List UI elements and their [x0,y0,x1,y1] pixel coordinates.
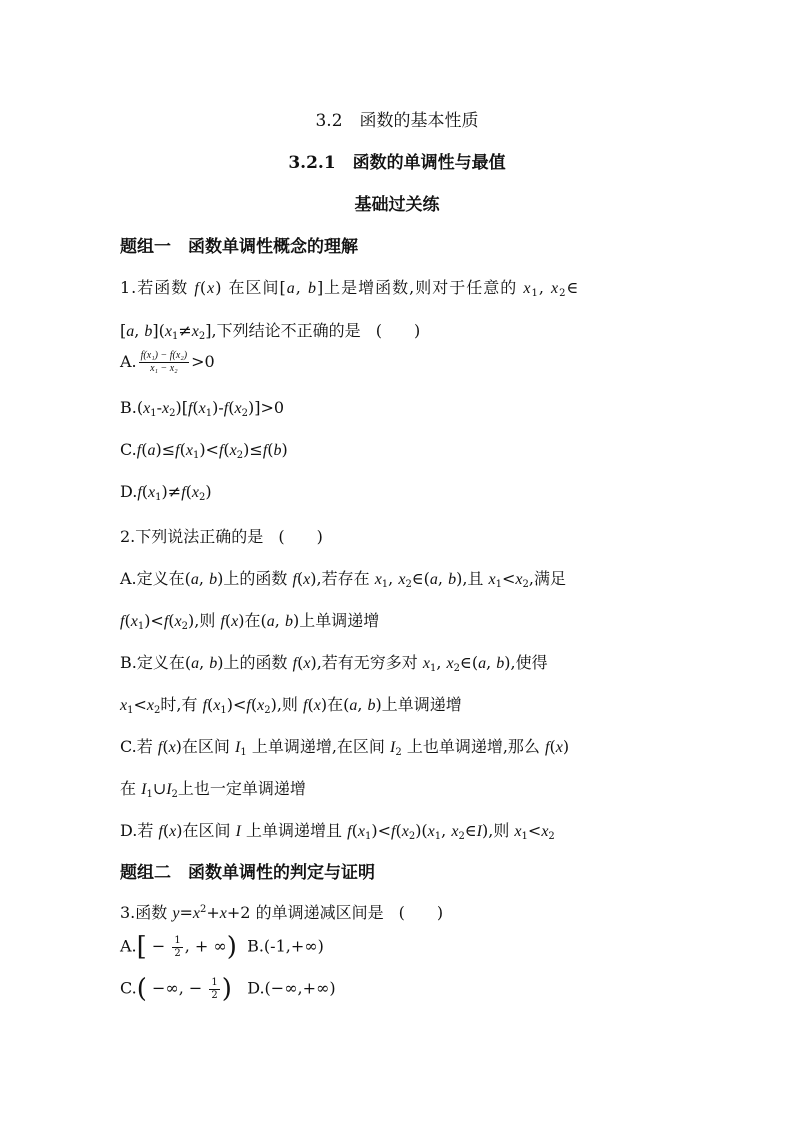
option-label: A. [120,352,137,371]
q2-stem [120,524,323,547]
q1-option-a [120,350,215,375]
q1-stem-part: ∈ [566,278,580,297]
option-text: D.(−∞,+∞) [247,978,336,998]
section-title [0,106,794,131]
option-label: D. [120,482,138,501]
q1-option-c: $C.f(a)\le f(x_1)<f(x_2)\le f(b)$ [120,440,288,461]
option-text: ,则 [194,611,216,630]
option-text: B.(-1,+∞) [247,936,324,956]
q2-stem-text: 2.下列说法正确的是 [120,527,264,546]
answer-paren: ( ) [278,527,323,546]
option-text: 在 [120,779,137,798]
option-label: B. [120,398,137,417]
level-title [0,190,794,215]
option-text: B.定义在 [120,653,185,672]
fraction: $\frac{1}{2}$ [174,934,181,959]
answer-paren: ( ) [398,903,444,922]
section-title-text: 3.2 函数的基本性质 [315,111,479,131]
option-text: 在 [327,695,344,714]
q1-stem-part: ]上是增函数,则对于任意的 [316,278,518,297]
subsection-title-text: 3.2.1 函数的单调性与最值 [288,153,506,173]
option-text: ,则 [488,821,510,840]
group1-title [120,232,358,257]
option-text: C.若 [120,737,153,756]
option-text: 上单调递增,在区间 [251,737,385,756]
option-label: A. [120,936,137,956]
option-text: ,若存在 [316,569,370,588]
option-text: ,满足 [528,569,566,588]
option-label: C. [120,978,137,998]
option-text: ,且 [462,569,484,588]
option-label: C. [120,440,137,459]
option-text: 在区间 [181,737,230,756]
q3-options-ab: A.[ − $\frac{1}{2}$ , + ∞) B.(-1,+∞) [120,932,324,962]
group2-title-text: 题组二 函数单调性的判定与证明 [120,863,375,883]
option-text: A.定义在 [120,569,185,588]
option-text: 上单调递增 [299,611,380,630]
q2-option-c-line2: 在 $I_1\cup I_2$上也一定单调递增 [120,779,306,800]
q3-stem: 3.函数 $y=x^2+x+2$ 的单调递减区间是 ( ) [120,900,443,923]
option-text: ,则 [276,695,298,714]
q1-stem-part: 在区间[ [228,278,287,297]
q2-option-a-line2: $f(x_1)<f(x_2)$,则 f(x)在(a, b)上单调递增 [120,611,380,632]
fraction: $\frac{1}{2}$ [211,976,218,1001]
option-text: 在 [244,611,261,630]
q2-option-a-line1: A.定义在(a, b)上的函数 f(x),若存在 $x_1$, $x_2\in(a$, b),且 $x_1<x_2$,满足 [120,569,566,590]
q1-stem-line1: 1.若函数 f(x) 在区间[a, b]上是增函数,则对于任意的 $x_1$, $x_2\in$ [120,278,580,299]
q3-stem-text: 的单调递减区间是 [255,903,384,922]
option-text: 上单调递增 [381,695,462,714]
group1-title-text: 题组一 函数单调性概念的理解 [120,237,358,257]
option-text: 时,有 [160,695,198,714]
option-text: 上也一定单调递增 [177,779,306,798]
answer-paren: ( ) [375,321,421,340]
q3-stem-text: 3.函数 [120,903,168,922]
level-title-text: 基础过关练 [354,195,440,215]
option-text: ,若有无穷多对 [316,653,418,672]
q2-option-c-line1: C.若 f(x)在区间 $I_1$ 上单调递增,在区间 $I_2$ 上也单调递增,那么 f(x) [120,737,570,758]
q1-stem-line2: [a, $b](x_1\ne x_2]$,下列结论不正确的是 ( ) [120,318,420,341]
q2-option-b-line2: $x_1<x_2$时,有 $f(x_1)<f(x_2)$,则 f(x)在(a, b)上单调递增 [120,695,462,716]
q1-stem-part: ],下列结论不正确的是 [205,321,361,340]
option-text: 上的函数 [223,569,288,588]
option-text: 上的函数 [223,653,288,672]
q3-options-cd: C.( −∞, − $\frac{1}{2}$ ) D.(−∞,+∞) [120,974,336,1004]
fraction-numerator: f(x₁) − f(x₂) [140,350,188,361]
option-text: >0 [191,352,215,371]
option-text: 在区间 [182,821,231,840]
math-expr: f [194,280,200,297]
option-text: ,使得 [510,653,548,672]
fraction-denominator: x₁ − x₂ [150,363,178,374]
q2-option-d: D.若 f(x)在区间 I 上单调递增且 $f(x_1)<f(x_2)(x_1$, $x_2\in I$),则 $x_1<x_2$ [120,821,555,842]
q1-option-d: $D.f(x_1)\ne f(x_2)$ [120,482,212,503]
q2-option-b-line1: B.定义在(a, b)上的函数 f(x),若有无穷多对 $x_1$, $x_2\in(a$, b),使得 [120,653,548,674]
q1-option-b: $B.(x_1-x_2)[f(x_1)-f(x_2)]>0$ [120,398,285,419]
option-text: 上单调递增且 [246,821,343,840]
subsection-title [0,148,794,173]
q1-stem-part: 1.若函数 [120,278,189,297]
group2-title [120,858,375,883]
option-text: D.若 [120,821,154,840]
fraction [139,350,189,375]
option-text: 上也单调递增,那么 [406,737,540,756]
